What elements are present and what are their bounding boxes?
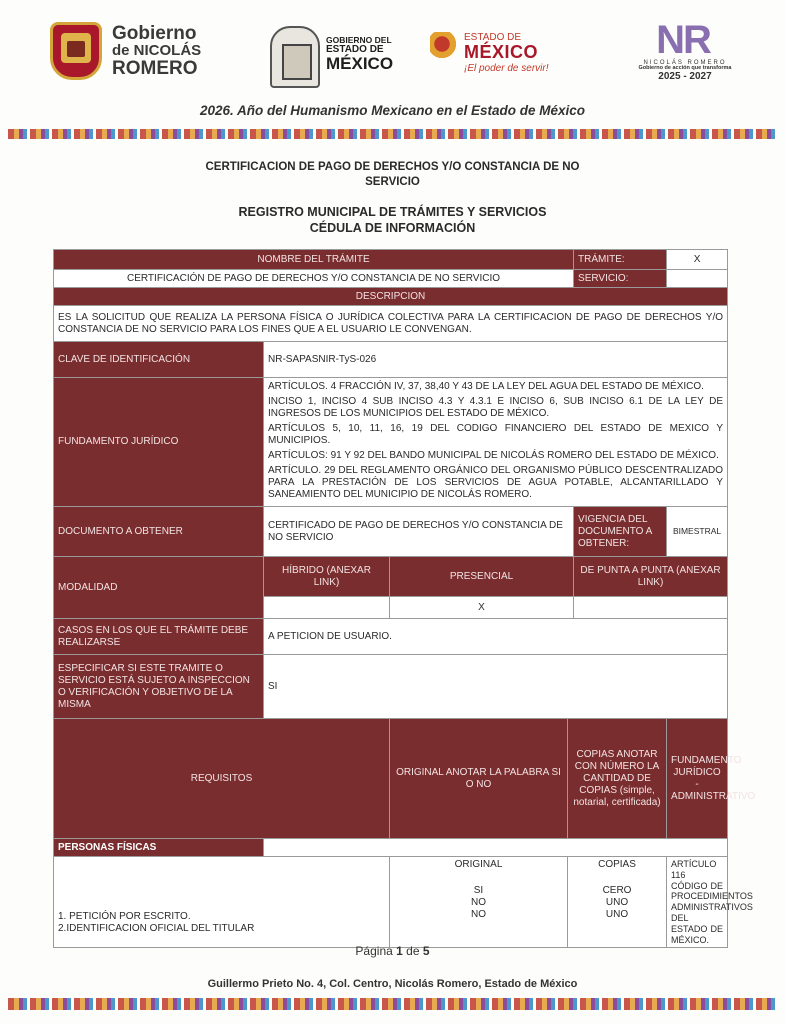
row-requisitos-values [54, 857, 728, 948]
modalidad-label: MODALIDAD [54, 557, 264, 619]
municipio-logo-line2: de NICOLÁS [112, 42, 202, 60]
modalidad-presencial-label: PRESENCIAL [390, 557, 574, 597]
row-clave [54, 342, 728, 378]
page-number [0, 944, 785, 958]
estado-logo [270, 26, 410, 90]
clave-value: NR-SAPASNIR-TyS-026 [264, 342, 728, 378]
estado-logo-line3: MÉXICO [326, 54, 394, 74]
modalidad-punta-label: DE PUNTA A PUNTA (ANEXAR LINK) [574, 557, 728, 597]
row-nombre-value [54, 270, 728, 288]
page-total: 5 [422, 944, 430, 958]
municipio-logo-line3: ROMERO [112, 57, 198, 79]
original-value: NO [471, 897, 486, 908]
row-descripcion-header [54, 288, 728, 306]
personas-fisicas-blank [264, 839, 728, 857]
estado-logo-text [326, 36, 393, 73]
year-motto: 2026. Año del Humanismo Mexicano en el Estado de México [199, 103, 586, 118]
nombre-label: NOMBRE DEL TRÁMITE [54, 250, 574, 270]
req-fundamento: ARTÍCULO 116 CÓDIGO DE PROCEDIMIENTOS ADMINISTRATIVOS DEL ESTADO DE MÉXICO. [667, 857, 728, 948]
estado-logo-line1: GOBIERNO DEL [326, 35, 392, 45]
requirement-item: 1. PETICIÓN POR ESCRITO. [58, 911, 191, 923]
registry-title [150, 205, 635, 236]
fundamento-item: ARTÍCULOS: 91 Y 92 DEL BANDO MUNICIPAL DE NICOLÁS ROMERO DEL ESTADO DE MÉXICO. [268, 450, 719, 461]
document-title: CERTIFICACION DE PAGO DE DERECHOS Y/O CONSTANCIA DE NO SERVICIO [205, 161, 580, 188]
descripcion-value: ES LA SOLICITUD QUE REALIZA LA PERSONA FÍSICA O JURÍDICA COLECTIVA PARA LA CERTIFICACION DE PAGO DE DERECHOS Y/O CONSTANCIA DE NO SERVICIO PARA LOS FINES QUE A EL USUARIO LE CONVENGAN. [54, 306, 728, 342]
fundamento-item: INCISO 1, INCISO 4 SUB INCISO 4.3 Y 4.3.1 E INCISO 6, SUB INCISO 6.1 DE LA LEY DE INGRESOS DE LOS MUNICIPIOS DEL ESTADO DE MÉXICO. [268, 396, 724, 419]
inspeccion-value: SI [264, 655, 728, 719]
vigencia-label: VIGENCIA DEL DOCUMENTO A OBTENER: [574, 507, 667, 557]
footer-address: Guillermo Prieto No. 4, Col. Centro, Nicolás Romero, Estado de México [207, 978, 578, 990]
copias-column [568, 857, 667, 948]
documento-label: DOCUMENTO A OBTENER [54, 507, 264, 557]
estado-crest-icon [270, 26, 320, 88]
row-fundamento [54, 378, 728, 507]
page-current: 1 [396, 944, 403, 958]
fundamento-label: FUNDAMENTO JURÍDICO [54, 378, 264, 507]
servicio-mark [667, 270, 728, 288]
registry-title-line1: REGISTRO MUNICIPAL DE TRÁMITES Y SERVICIOS [238, 205, 547, 219]
mexico-logo-line2: MÉXICO [464, 42, 539, 62]
nombre-value: CERTIFICACIÓN DE PAGO DE DERECHOS Y/O CONSTANCIA DE NO SERVICIO [54, 270, 574, 288]
fundamento-item: ARTÍCULOS. 4 FRACCIÓN IV, 37, 38,40 Y 43 DE LA LEY DEL AGUA DEL ESTADO DE MÉXICO. [268, 381, 704, 392]
municipio-logo-text [112, 24, 201, 78]
casos-label: CASOS EN LOS QUE EL TRÁMITE DEBE REALIZARSE [54, 619, 264, 655]
req-header-requisitos: REQUISITOS [54, 719, 390, 839]
req-header-original: ORIGINAL ANOTAR LA PALABRA SI O NO [390, 719, 568, 839]
original-column [390, 857, 568, 948]
req-header-copias: COPIAS ANOTAR CON NÚMERO LA CANTIDAD DE COPIAS (simple, notarial, certificada) [568, 719, 667, 839]
original-value: NO [471, 909, 486, 920]
copias-subheader: COPIAS [598, 859, 636, 870]
row-inspeccion [54, 655, 728, 719]
fundamento-item: ARTÍCULO. 29 DEL REGLAMENTO ORGÁNICO DEL ORGANISMO PÚBLICO DESCENTRALIZADO PARA LA PRESTACIÓN DE LOS SERVICIOS DE AGUA POTABLE, ALCANTARILLADO Y SANEAMIENTO DEL MUNICIPIO DE NICOLÁS ROMERO. [268, 465, 724, 500]
admin-logo-line1: NICOLÁS ROMERO [643, 60, 727, 66]
admin-logo-mark: NR [656, 18, 710, 62]
inspeccion-label: ESPECIFICAR SI ESTE TRAMITE O SERVICIO ESTÁ SUJETO A INSPECCION O VERIFICACIÓN Y OBJETIVO DE LA MISMA [54, 655, 264, 719]
cedula-table [53, 249, 756, 948]
row-personas-fisicas [54, 839, 728, 857]
requirements-list [54, 857, 390, 948]
row-requisitos-header [54, 719, 728, 839]
mexico-logo-text [464, 32, 548, 74]
documento-value: CERTIFICADO DE PAGO DE DERECHOS Y/O CONSTANCIA DE NO SERVICIO [264, 507, 574, 557]
fundamento-item: ARTÍCULOS 5, 10, 11, 16, 19 DEL CODIGO FINANCIERO DEL ESTADO DE MEXICO Y MUNICIPIOS. [268, 423, 724, 446]
original-subheader: ORIGINAL [454, 859, 503, 870]
admin-logo-line3: 2025 - 2027 [658, 71, 712, 83]
tramite-label: TRÁMITE: [574, 250, 667, 270]
fundamento-list [264, 378, 728, 507]
servicio-label: SERVICIO: [574, 270, 667, 288]
casos-value: A PETICION DE USUARIO. [264, 619, 728, 655]
personas-fisicas-label: PERSONAS FÍSICAS [54, 839, 264, 857]
municipio-shield-icon [50, 22, 102, 80]
registry-title-line2: CÉDULA DE INFORMACIÓN [309, 220, 476, 235]
estado-logo-line2: ESTADO DE [326, 43, 384, 55]
clave-label: CLAVE DE IDENTIFICACIÓN [54, 342, 264, 378]
modalidad-punta-mark [574, 597, 728, 619]
modalidad-hibrido-label: HÍBRIDO (ANEXAR LINK) [264, 557, 390, 597]
mexico-flower-icon [430, 32, 460, 62]
mexico-logo-line1: ESTADO DE [464, 32, 522, 43]
page-separator: de [406, 944, 420, 958]
descripcion-label: DESCRIPCION [54, 288, 728, 306]
copias-value: UNO [605, 897, 629, 908]
admin-logo-text [630, 60, 740, 83]
page-prefix: Página [355, 944, 393, 958]
municipio-logo [50, 22, 210, 86]
requirement-item: 2.IDENTIFICACION OFICIAL DEL TITULAR [58, 923, 255, 935]
modalidad-presencial-mark: X [390, 597, 574, 619]
header [0, 14, 785, 94]
req-header-fundamento: FUNDAMENTO JURÍDICO - ADMINISTRATIVO [667, 719, 728, 839]
original-value: SI [473, 885, 484, 896]
admin-logo [630, 20, 740, 92]
row-casos [54, 619, 728, 655]
vigencia-value: BIMESTRAL [667, 507, 728, 557]
decorative-band-top [8, 129, 776, 139]
row-nombre-header [54, 250, 728, 270]
row-documento [54, 507, 728, 557]
admin-logo-line2: Gobierno de acción que transforma [638, 65, 732, 72]
tramite-mark: X [667, 250, 728, 270]
row-descripcion-value [54, 306, 728, 342]
municipio-logo-line1: Gobierno [112, 23, 197, 44]
mexico-logo-line3: ¡El poder de servir! [464, 62, 549, 74]
modalidad-hibrido-mark [264, 597, 390, 619]
row-modalidad-options [54, 557, 728, 597]
copias-value: CERO [602, 885, 632, 896]
decorative-band-bottom [8, 998, 776, 1010]
copias-value: UNO [605, 909, 629, 920]
mexico-logo [430, 26, 560, 86]
